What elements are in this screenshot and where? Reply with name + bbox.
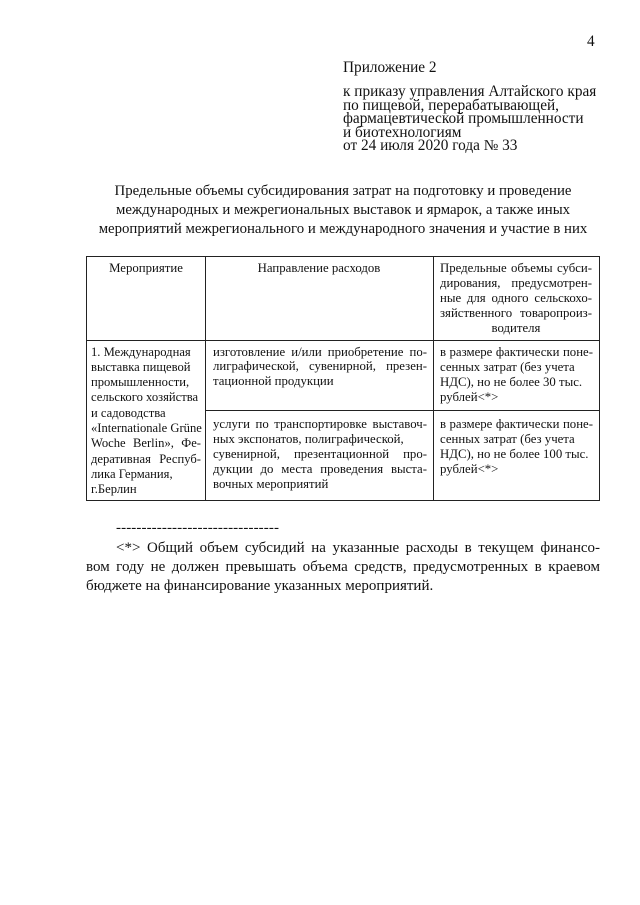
footnote [86,539,600,596]
expense-limit-cell [440,345,593,405]
heading-line: Предельные объемы субсидирования затрат на подготовку и проведение [114,182,572,199]
footnote-line: бюджете на финансирование указанных мероприятий. [86,577,434,594]
header-limit [440,261,592,336]
event-line: промышленности, [91,375,190,390]
footnote-line: вом году не должен превышать объема средств, предусмотренных в краевом [86,558,600,575]
event-line: и садоводства [91,405,166,420]
event-line: сельского хозяйства [91,390,199,405]
column-divider [205,257,206,500]
subsidy-table [86,256,600,501]
limit-line: НДС), но не более 30 тыс. [440,374,583,389]
header-limit-line: водителя [491,320,541,335]
direction-line: ных экспонатов, полиграфической, [213,431,404,446]
expense-direction-cell [213,345,427,389]
direction-line: вочных мероприятий [213,477,329,492]
header-direction: Направление расходов [257,260,381,275]
limit-line: в размере фактически поне- [440,416,593,431]
limit-line: сенных затрат (без учета [440,359,575,374]
event-line: «Internationale Grüne [91,420,202,435]
limit-line: сенных затрат (без учета [440,431,575,446]
page-number: 4 [587,33,595,50]
heading-line: мероприятий межрегионального и международного значения и участие в них [98,220,588,237]
direction-line: изготовление и/или приобретение по- [213,344,427,359]
direction-line: дукции до места проведения выста- [213,462,427,477]
direction-line: тационной продукции [213,373,334,388]
appendix-line: к приказу управления Алтайского края [343,83,597,101]
event-line: выставка пищевой [91,359,191,374]
header-limit-line: зяйственного товаропроиз- [440,305,592,320]
appendix-line: и биотехнологиям [343,123,462,141]
limit-line: НДС), но не более 100 тыс. [440,446,589,461]
event-line: г.Берлин [91,482,137,497]
footnote-line: <*> Общий объем субсидий на указанные расходы в текущем финансо- [116,539,600,556]
header-row-divider [87,340,599,341]
event-line: 1. Международная [91,344,191,359]
limit-line: рублей<*> [440,462,499,477]
event-line: деративная Респуб- [91,451,201,466]
column-divider [433,257,434,500]
event-line: лика Германия, [91,466,173,481]
appendix-line: фармацевтической промышленности [343,110,584,128]
appendix-reference [343,85,596,152]
document-heading [86,182,600,239]
appendix-line: от 24 июля 2020 года № 33 [343,136,518,154]
heading-line: международных и межрегиональных выставок и ярмарок, а также иных [115,201,571,218]
event-line: Woche Berlin», Фе- [91,436,201,451]
footnote-separator: -------------------------------- [116,520,280,536]
direction-line: услуги по транспортировке выставоч- [213,416,427,431]
appendix-block [343,60,596,152]
header-limit-line: дирования, предусмотрен- [440,275,592,290]
direction-line: лиграфической, сувенирной, презен- [213,359,427,374]
expense-limit-cell [440,417,593,478]
header-limit-line: ные для одного сельскохо- [440,290,592,305]
event-cell [91,345,201,498]
expense-row-divider [205,410,599,411]
limit-line: в размере фактически поне- [440,344,593,359]
header-event: Мероприятие [109,260,183,275]
appendix-line: по пищевой, перерабатывающей, [343,96,560,114]
direction-line: сувенирной, презентационной про- [213,446,427,461]
header-limit-line: Предельные объемы субси- [440,260,592,275]
expense-direction-cell [213,417,427,493]
limit-line: рублей<*> [440,389,499,404]
appendix-title: Приложение 2 [343,59,437,76]
